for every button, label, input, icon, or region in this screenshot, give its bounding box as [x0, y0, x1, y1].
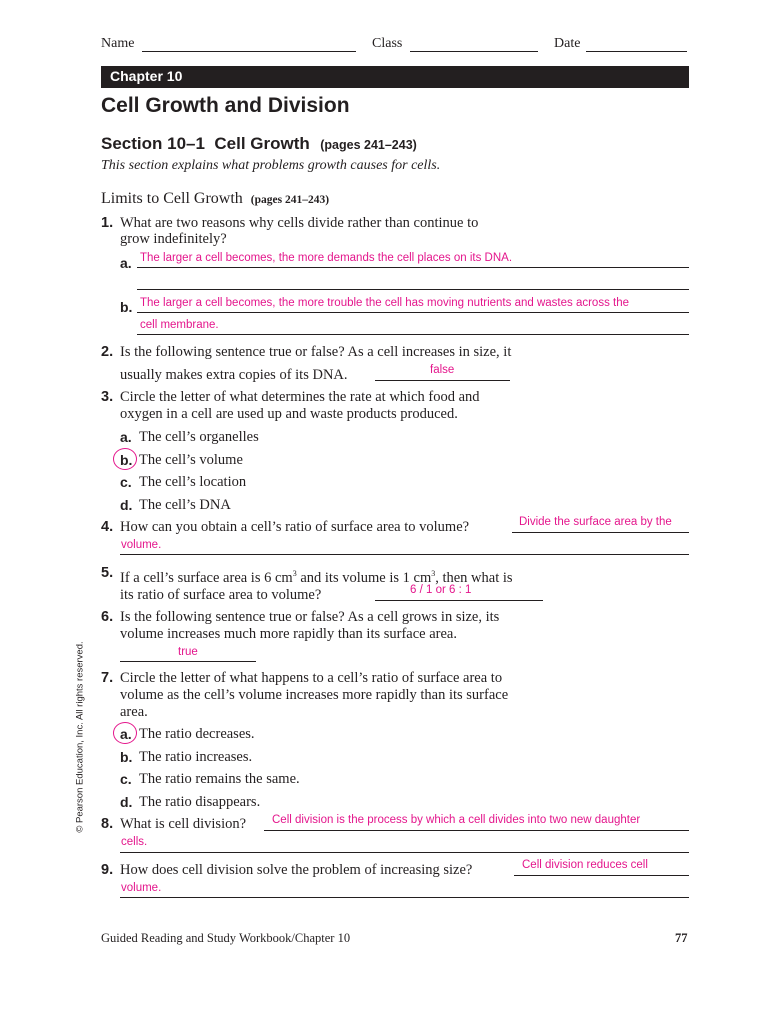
question-4-number: 4.: [101, 519, 114, 535]
question-8-text: What is cell division?: [120, 816, 247, 832]
q1-b-answer-1[interactable]: The larger a cell becomes, the more trouble the cell has moving nutrients and wastes across the: [140, 297, 629, 309]
q8-line-2: [120, 852, 689, 853]
q5-text-b: and its volume is 1 cm: [296, 570, 432, 586]
q2-answer[interactable]: false: [430, 364, 455, 376]
q3-option-c-text: The cell’s location: [139, 474, 247, 490]
q9-line-1: [514, 875, 689, 876]
q3-option-a-letter[interactable]: a.: [120, 429, 132, 445]
q5-sup-2: 3: [431, 569, 436, 578]
q3-option-d-text: The cell’s DNA: [139, 497, 231, 513]
q3-option-a-text: The cell’s organelles: [139, 429, 259, 445]
question-1-text-2: grow indefinitely?: [120, 231, 227, 247]
q1-a-answer[interactable]: The larger a cell becomes, the more demands the cell places on its DNA.: [140, 252, 513, 264]
q4-line-2: [120, 554, 689, 555]
chapter-label: Chapter 10: [110, 68, 183, 84]
question-7-text-3: area.: [120, 704, 148, 720]
q3-option-d-letter[interactable]: d.: [120, 497, 133, 513]
section-intro: This section explains what problems growth causes for cells.: [101, 158, 441, 173]
q1-b-letter: b.: [120, 299, 133, 315]
question-9-text: How does cell division solve the problem of increasing size?: [120, 862, 473, 878]
page-title: Cell Growth and Division: [101, 94, 350, 117]
q9-line-2: [120, 897, 689, 898]
question-7-text: Circle the letter of what happens to a cell’s ratio of surface area to: [120, 670, 503, 686]
q1-b-line-2: [137, 334, 689, 335]
q1-b-line-1: [137, 312, 689, 313]
q5-sup-1: 3: [292, 569, 297, 578]
q6-answer[interactable]: true: [178, 646, 198, 658]
question-5-text-2: its ratio of surface area to volume?: [120, 587, 322, 603]
question-2-text-2: usually makes extra copies of its DNA.: [120, 367, 348, 383]
q4-answer-1[interactable]: Divide the surface area by the: [519, 516, 672, 528]
class-label: Class: [372, 36, 403, 51]
date-field[interactable]: [586, 51, 687, 52]
q7-option-a-letter[interactable]: a.: [120, 726, 132, 742]
q3-option-b-letter[interactable]: b.: [120, 452, 133, 468]
q9-answer-2[interactable]: volume.: [121, 882, 162, 894]
q8-answer-2[interactable]: cells.: [121, 836, 148, 848]
question-2-number: 2.: [101, 344, 114, 360]
chapter-bar: [101, 66, 689, 88]
q5-text-a: If a cell’s surface area is 6 cm: [120, 570, 293, 586]
q4-answer-2[interactable]: volume.: [121, 539, 162, 551]
name-label: Name: [101, 36, 135, 51]
q5-answer-line: [375, 600, 543, 601]
section-title-text: Section 10–1 Cell Growth: [101, 134, 310, 153]
question-7-number: 7.: [101, 670, 114, 686]
question-3-text-2: oxygen in a cell are used up and waste products produced.: [120, 406, 458, 422]
section-title: [101, 134, 417, 154]
q1-a-letter: a.: [120, 255, 132, 271]
page-number: 77: [675, 931, 688, 945]
section-pages: (pages 241–243): [320, 138, 417, 152]
question-3-number: 3.: [101, 389, 114, 405]
question-8-number: 8.: [101, 816, 114, 832]
class-field[interactable]: [410, 51, 538, 52]
question-3-text: Circle the letter of what determines the rate at which food and: [120, 389, 480, 405]
question-6-text: Is the following sentence true or false? As a cell grows in size, its: [120, 609, 500, 625]
q8-answer-1[interactable]: Cell division is the process by which a cell divides into two new daughter: [272, 814, 641, 826]
q5-text-c: , then what is: [435, 570, 513, 586]
question-9-number: 9.: [101, 862, 114, 878]
question-1-number: 1.: [101, 215, 114, 231]
question-7-text-2: volume as the cell’s volume increases more rapidly than its surface: [120, 687, 509, 703]
q8-line-1: [264, 830, 689, 831]
subsection-pages: (pages 241–243): [250, 194, 330, 206]
q7-option-c-text: The ratio remains the same.: [139, 771, 300, 787]
q1-a-line-1: [137, 267, 689, 268]
question-2-text: Is the following sentence true or false? As a cell increases in size, it: [120, 344, 512, 360]
q9-answer-1[interactable]: Cell division reduces cell: [522, 859, 648, 871]
question-6-number: 6.: [101, 609, 114, 625]
question-6-text-2: volume increases much more rapidly than its surface area.: [120, 626, 457, 642]
q4-line-1: [512, 532, 689, 533]
q1-a-line-2: [137, 289, 689, 290]
q2-answer-line: [375, 380, 510, 381]
q6-answer-line: [120, 661, 256, 662]
q7-option-d-letter[interactable]: d.: [120, 794, 133, 810]
subsection-title-text: Limits to Cell Growth: [101, 190, 243, 207]
question-4-text: How can you obtain a cell’s ratio of surface area to volume?: [120, 519, 470, 535]
copyright-notice: © Pearson Education, Inc. All rights reserved.: [74, 641, 86, 833]
q5-answer[interactable]: 6 / 1 or 6 : 1: [410, 584, 472, 596]
q7-option-a-text: The ratio decreases.: [139, 726, 255, 742]
question-1-text: What are two reasons why cells divide rather than continue to: [120, 215, 479, 231]
date-label: Date: [554, 36, 581, 51]
q3-option-b-text: The cell’s volume: [139, 452, 243, 468]
name-field[interactable]: [142, 51, 356, 52]
footer-text: Guided Reading and Study Workbook/Chapter 10: [101, 931, 351, 945]
q7-option-b-text: The ratio increases.: [139, 749, 253, 765]
q3-option-c-letter[interactable]: c.: [120, 474, 132, 490]
q7-option-b-letter[interactable]: b.: [120, 749, 133, 765]
q1-b-answer-2[interactable]: cell membrane.: [140, 319, 219, 331]
q7-option-d-text: The ratio disappears.: [139, 794, 261, 810]
q7-option-c-letter[interactable]: c.: [120, 771, 132, 787]
subsection-title: [101, 190, 329, 208]
question-5-number: 5.: [101, 565, 114, 581]
